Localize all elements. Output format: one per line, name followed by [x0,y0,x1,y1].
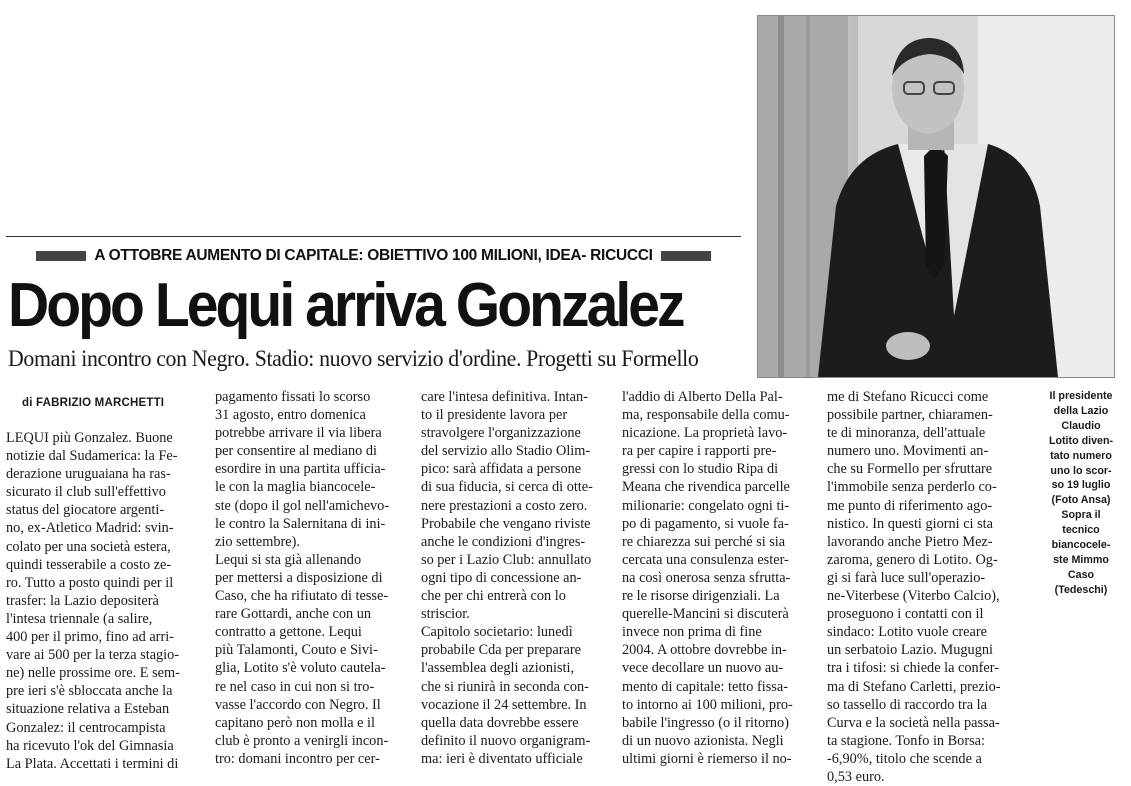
caption-line: biancocele- [1051,539,1111,552]
article-line: quindi tesserabile a costo ze- [6,556,172,573]
article-line: di un nuovo azionista. Negli [622,732,784,749]
article-line: pre ieri s'è sbloccata anche la [6,683,173,700]
article-line: stravolgere l'organizzazione [421,425,581,442]
article-line: sindaco: Lotito vuole creare [827,624,987,641]
article-line: del servizio allo Stadio Olim- [421,443,591,460]
kicker [6,244,741,268]
article-line: le contro la Salernitana di ini- [215,515,386,532]
article-line: Caso, che ha rifiutato di tesse- [215,588,389,605]
article-line: probabile Cda per preparare [421,642,581,659]
article-line: l'intesa triennale (a salire, [6,610,153,627]
article-line: striscior. [421,606,470,623]
caption-line: ste Mimmo [1053,553,1109,566]
article-line: re nel caso in cui non si tro- [215,678,375,695]
article-line: Lequi si sta già allenando [215,551,362,568]
article-line: ultimi giorni è riemerso il no- [622,750,792,767]
subheadline: Domani incontro con Negro. Stadio: nuovo servizio d'ordine. Progetti su Formello [8,346,699,372]
article-line: Capitolo societario: lunedì [421,624,573,641]
photo-caption [1033,389,1129,598]
article-line: LEQUI più Gonzalez. Buone [6,430,173,446]
article-line: re le risorse dirigenziali. La [622,588,780,605]
article-column-5 [827,388,1023,786]
article-line: per mettersi a disposizione di [215,569,383,586]
article-line: status del giocatore argenti- [6,502,165,519]
kicker-text: A OTTOBRE AUMENTO DI CAPITALE: OBIETTIVO 100 MILIONI, IDEA- RICUCCI [94,247,653,264]
article-line: to il presidente lavora per [421,407,568,424]
article-line: care l'intesa definitiva. Intan- [421,389,588,405]
article-line: le con la maglia biancocele- [215,479,376,496]
article-line: esordire in una partita ufficia- [215,461,386,478]
article-line: mento di capitale: tetto fissa- [622,678,788,695]
article-line: gressi con lo studio Ripa di [622,461,779,478]
article-column-3 [421,388,617,768]
article-line: nistico. In questi giorni ci sta [827,515,993,532]
article-line: so tassello di raccordo tra la [827,696,987,713]
article-line: colato per una società estera, [6,538,171,555]
article-line: 2004. A ottobre dovrebbe in- [622,642,787,659]
article-line: anche le condizioni d'ingres- [421,533,586,550]
article-line: Probabile che vengano riviste [421,515,591,532]
article-line: nere prestazioni a costo zero. [421,497,588,514]
article-line: me di Stefano Ricucci come [827,389,989,405]
article-line: Gonzalez: il centrocampista [6,719,166,736]
article-line: ma, responsabile della comu- [622,407,790,424]
article-line: che su Formello per sfruttare [827,461,993,478]
article-line: invece non prima di fine [622,624,762,641]
article-line: babile l'ingresso (o il ritorno) [622,714,789,731]
article-line: no, ex-Atletico Madrid: svin- [6,520,174,537]
article-line: to intorno ai 100 milioni, pro- [622,696,793,713]
article-line: ste (dopo il gol nell'amichevo- [215,497,390,514]
president-photo-illustration [758,16,1114,377]
article-column-4 [622,388,818,768]
article-line: l'addio di Alberto Della Pal- [622,389,783,405]
article-line: so per i Lazio Club: annullato [421,551,592,568]
article-line: ra per capire i rapporti pre- [622,443,777,460]
article-line: più Talamonti, Couto e Sivi- [215,642,378,659]
headline: Dopo Lequi arriva Gonzalez [8,271,683,340]
article-line: vare ai 500 per la terza stagio- [6,647,180,664]
caption-line: so 19 luglio [1051,479,1111,492]
article-column-2 [215,388,411,768]
article-line: contratto a gettone. Lequi [215,624,362,641]
article-line: La Plata. Accettati i termini di [6,755,179,772]
caption-line: (Tedeschi) [1054,583,1108,596]
caption-line: tecnico [1062,524,1100,537]
article-line: ro. Tutto a posto quindi per il [6,574,174,591]
article-line: vece decollare un nuovo au- [622,660,784,677]
article-line: situazione relativa a Esteban [6,701,170,718]
article-line: na così onerosa senza sfrutta- [622,569,791,586]
article-line: lavorando anche Pietro Mez- [827,533,993,550]
article-line: tro: domani incontro per cer- [215,750,380,767]
article-line: ta stagione. Tonfo in Borsa: [827,732,985,749]
article-line: ne-Viterbese (Viterbo Calcio), [827,588,1000,605]
article-line: 400 per il primo, fino ad arri- [6,629,174,646]
article-line: 31 agosto, entro domenica [215,407,366,424]
article-line: che per chi entrerà con lo [421,588,566,605]
caption-line: (Foto Ansa) [1051,494,1111,507]
article-line: ma di Stefano Carletti, prezio- [827,678,1001,695]
article-line: querelle-Mancini si discuterà [622,606,789,623]
article-line: numero uno. Movimenti an- [827,443,989,460]
caption-line: Caso [1067,568,1095,581]
article-line: possibile partner, chiaramen- [827,407,993,424]
article-line: Curva e la società nella passa- [827,714,1000,731]
caption-line: uno lo scor- [1050,464,1112,477]
article-line: l'assemblea degli azionisti, [421,660,575,677]
byline: di FABRIZIO MARCHETTI [22,397,165,409]
article-line: l'immobile senza perderlo co- [827,479,997,496]
article-line: pagamento fissati lo scorso [215,389,371,405]
article-line: cercata una consulenza ester- [622,551,789,568]
article-line: ne) nelle prossime ore. E sem- [6,665,180,682]
article-line: ha ricevuto l'ok del Gimnasia [6,737,174,754]
article-line: per consentire al mediano di [215,443,377,460]
article-line: zaroma, genero di Lotito. Og- [827,551,998,568]
article-line: rare Gottardi, anche con un [215,606,372,623]
article-line: Meana che rivendica parcelle [622,479,790,496]
kicker-bar-left [36,251,86,261]
caption-line: Claudio [1061,419,1101,432]
caption-line: tato numero [1050,449,1112,462]
article-line: quella data dovrebbe essere [421,714,579,731]
article-line: sicurato il club sull'effettivo [6,484,166,501]
caption-line: Sopra il [1061,509,1101,522]
article-line: ogni tipo di concessione an- [421,569,582,586]
kicker-bar-right [661,251,711,261]
article-line: ma: ieri è diventato ufficiale [421,750,583,767]
article-line: re chiarezza sui perché si sia [622,533,786,550]
article-line: me punto di riferimento ago- [827,497,993,514]
article-line: derazione uruguaiana ha ras- [6,466,171,483]
article-line: tra i tifosi: si chiede la confer- [827,660,1000,677]
article-line: trasfer: la Lazio depositerà [6,592,159,609]
article-line: nicazione. La proprietà lavo- [622,425,788,442]
article-line: club è pronto a venirgli incon- [215,732,389,749]
article-line: capitano però non molla e il [215,714,375,731]
article-line: zio settembre). [215,533,300,550]
article-line: che si riunirà in seconda con- [421,678,589,695]
article-line: definito il nuovo organigram- [421,732,591,749]
article-line: di sua fiducia, si cerca di otte- [421,479,593,496]
caption-line: Il presidente [1049,390,1113,402]
caption-line: Lotito diven- [1048,434,1114,447]
article-line: 0,53 euro. [827,768,885,785]
article-line: gi si farà luce sull'operazio- [827,569,986,586]
article-line: te di minoranza, dell'attuale [827,425,986,442]
article-line: -6,90%, titolo che scende a [827,750,982,767]
kicker-rule [6,236,741,237]
article-line: vocazione il 24 settembre. In [421,696,587,713]
president-photo [757,15,1115,378]
article-line: proseguono i contatti con il [827,606,984,623]
article-line: notizie dal Sudamerica: la Fe- [6,448,178,465]
article-line: milionarie: congelato ogni ti- [622,497,790,514]
article-line: vasse l'accordo con Negro. Il [215,696,381,713]
article-line: un serbatoio Lazio. Mugugni [827,642,993,659]
article-column-1 [6,429,202,773]
article-line: glia, Lotito s'è voluto cautela- [215,660,386,677]
article-line: po di pagamento, si vuole fa- [622,515,789,532]
caption-line: della Lazio [1053,404,1109,417]
article-line: pico: sarà affidata a persone [421,461,582,478]
article-line: potrebbe arrivare il via libera [215,425,382,442]
